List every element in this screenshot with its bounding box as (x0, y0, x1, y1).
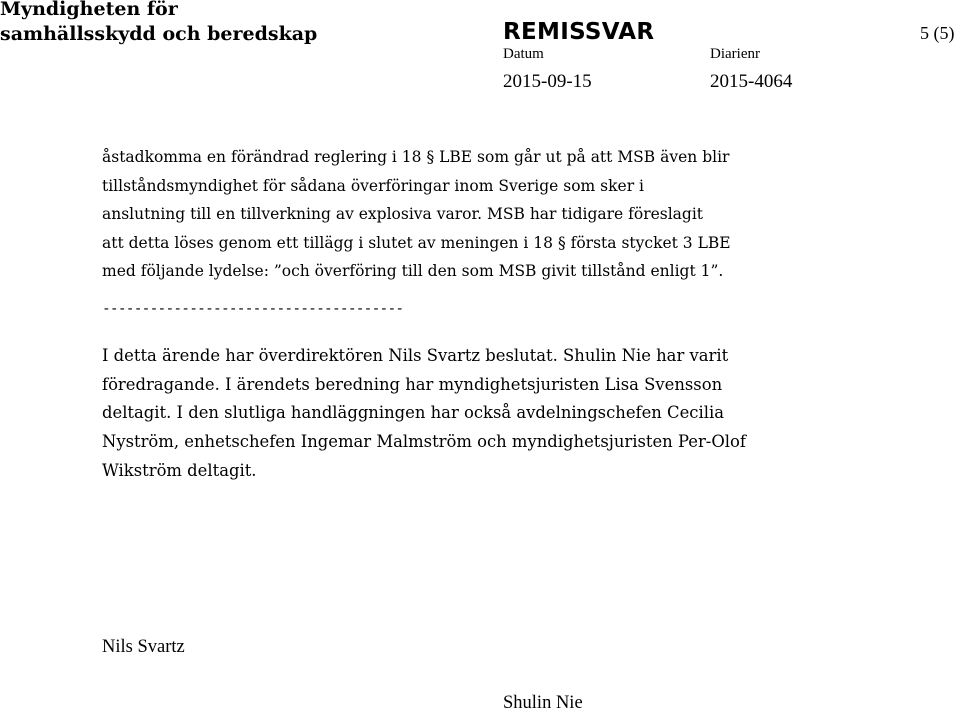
paragraph-regulation (102, 143, 822, 286)
date-label: Datum (503, 46, 544, 62)
agency-name (0, 0, 317, 47)
paragraph-line: föredragande. I ärendets beredning har myndighetsjuristen Lisa Svensson (102, 374, 723, 394)
paragraph-line: tillståndsmyndighet för sådana överföringar inom Sverige som sker i (102, 176, 644, 195)
paragraph-line: I detta ärende har överdirektören Nils Svartz beslutat. Shulin Nie har varit (102, 346, 729, 365)
paragraph-line: Wikström deltagit. (102, 460, 257, 480)
agency-name-line-1: Myndigheten för (0, 0, 178, 20)
dashed-separator: -------------------------------------- (102, 301, 404, 317)
date-value: 2015-09-15 (503, 71, 592, 92)
paragraph-line: Nyström, enhetschefen Ingemar Malmström och myndighetsjuristen Per-Olof (102, 432, 746, 452)
paragraph-line: åstadkomma en förändrad reglering i 18 § LBE som går ut på att MSB även blir (102, 148, 730, 166)
registry-number-label: Diarienr (710, 46, 760, 62)
registry-number-value: 2015-4064 (710, 71, 793, 92)
document-type-title: REMISSVAR (503, 19, 655, 45)
paragraph-decision (102, 342, 822, 486)
agency-name-line-2: samhällsskydd och beredskap (0, 23, 318, 45)
paragraph-line: deltagit. I den slutliga handläggningen har också avdelningschefen Cecilia (102, 403, 724, 423)
paragraph-line: anslutning till en tillverkning av explosiva varor. MSB har tidigare föreslagit (102, 205, 704, 224)
paragraph-line: med följande lydelse: ”och överföring till den som MSB givit tillstånd enligt 1”. (102, 262, 724, 281)
signature-shulin-nie: Shulin Nie (503, 693, 583, 713)
signature-nils-svartz: Nils Svartz (102, 637, 185, 657)
paragraph-line: att detta löses genom ett tillägg i slutet av meningen i 18 § första stycket 3 LBE (102, 233, 731, 252)
page-number: 5 (5) (920, 23, 955, 43)
